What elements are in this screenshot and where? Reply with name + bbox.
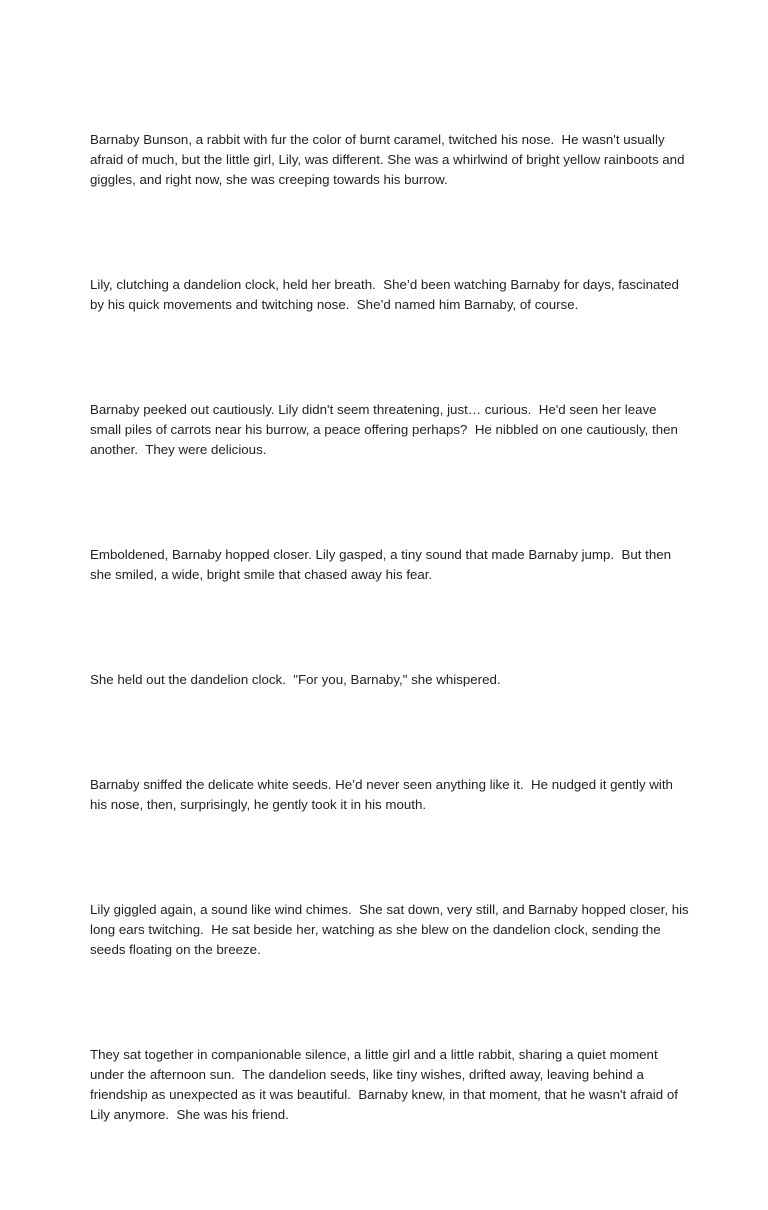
- paragraph-2: Lily, clutching a dandelion clock, held her breath. She’d been watching Barnaby for days, fascinated by his quick movements and twitching nose. She’d named him Barnaby, of course.: [90, 277, 683, 312]
- paragraph-3: Barnaby peeked out cautiously. Lily didn't seem threatening, just… curious. He'd seen her leave small piles of carrots near his burrow, a peace offering perhaps? He nibbled on one cautiously, then another. They were delicious.: [90, 402, 682, 457]
- paragraph-4: Emboldened, Barnaby hopped closer. Lily gasped, a tiny sound that made Barnaby jump. But then she smiled, a wide, bright smile that chased away his fear.: [90, 547, 675, 582]
- paragraph-5: She held out the dandelion clock. "For you, Barnaby," she whispered.: [90, 672, 501, 687]
- story-body: [90, 90, 693, 1210]
- paragraph-1: Barnaby Bunson, a rabbit with fur the color of burnt caramel, twitched his nose. He wasn't usually afraid of much, but the little girl, Lily, was different. She was a whirlwind of bright yellow rainboots and giggles, and right now, she was creeping towards his burrow.: [90, 132, 689, 187]
- paragraph-8: They sat together in companionable silence, a little girl and a little rabbit, sharing a quiet moment under the afternoon sun. The dandelion seeds, like tiny wishes, drifted away, leaving behind a friendship as unexpected as it was beautiful. Barnaby knew, in that moment, that he wasn't afraid of Lily anymore. She was his friend.: [90, 1047, 682, 1122]
- paragraph-6: Barnaby sniffed the delicate white seeds. He’d never seen anything like it. He nudged it gently with his nose, then, surprisingly, he gently took it in his mouth.: [90, 777, 677, 812]
- paragraph-7: Lily giggled again, a sound like wind chimes. She sat down, very still, and Barnaby hopped closer, his long ears twitching. He sat beside her, watching as she blew on the dandelion clock, sending the seeds floating on the breeze.: [90, 902, 693, 957]
